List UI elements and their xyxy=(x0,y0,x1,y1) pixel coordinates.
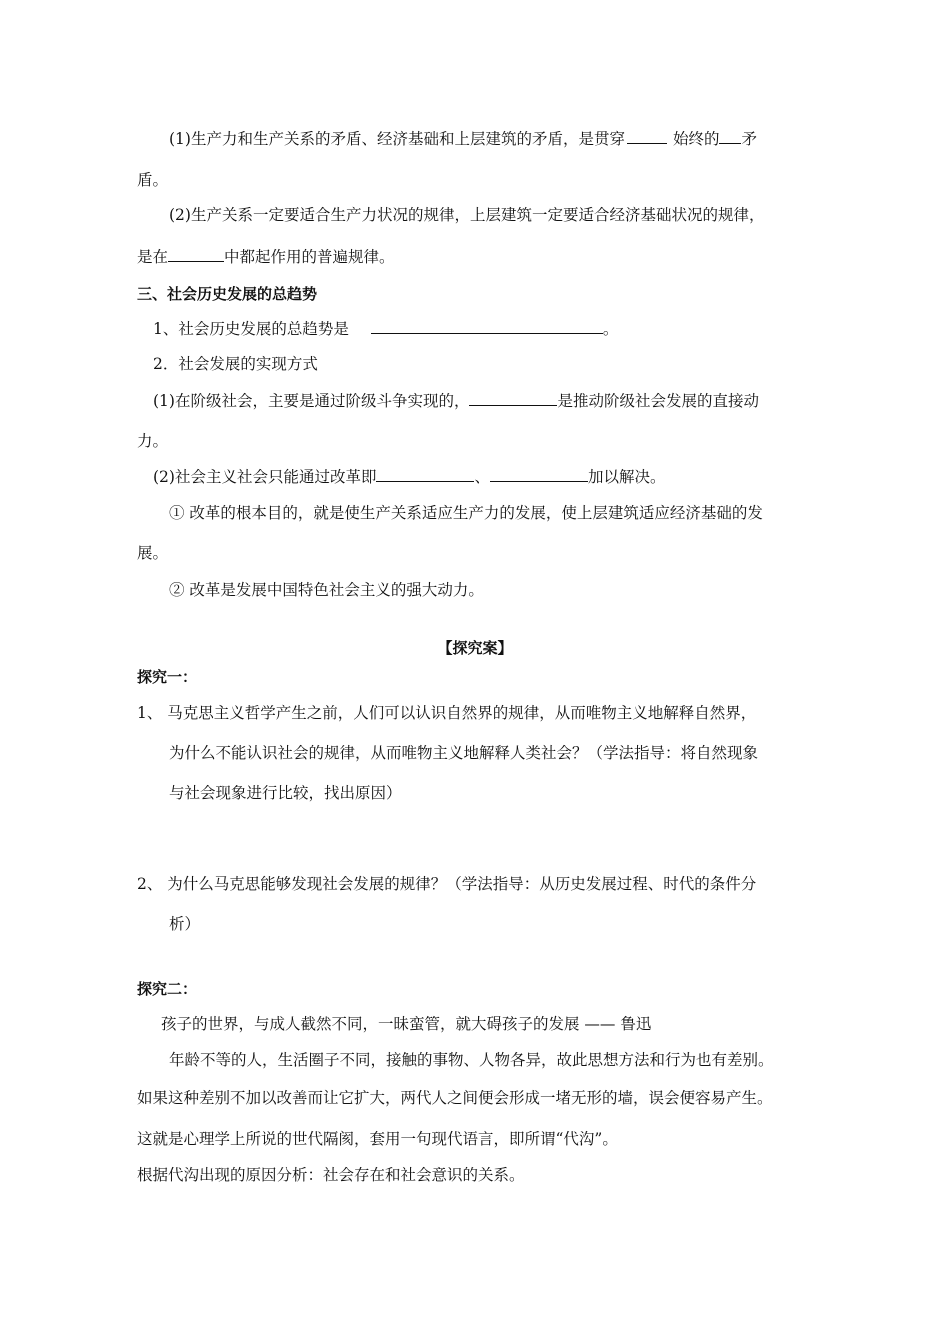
text: 中都起作用的普遍规律。 xyxy=(224,248,395,266)
question-2-1-line-1 xyxy=(153,390,759,411)
reform-point-2: ② 改革是发展中国特色社会主义的强大动力。 xyxy=(169,581,484,599)
text: (1)生产力和生产关系的矛盾、经济基础和上层建筑的矛盾，是贯穿 xyxy=(169,130,625,148)
text: 、 xyxy=(474,468,490,486)
explore-one-q2-line-1: 2、 为什么马克思能够发现社会发展的规律？（学法指导：从历史发展过程、时代的条件分 xyxy=(137,875,757,893)
section-heading: 三、社会历史发展的总趋势 xyxy=(137,285,318,303)
explore-one-q1-line-1: 1、 马克思主义哲学产生之前，人们可以认识自然界的规律，从而唯物主义地解释自然界， xyxy=(137,704,757,722)
question-1 xyxy=(153,318,618,339)
explore-two-heading: 探究二： xyxy=(137,980,198,998)
explore-one-q2-line-2: 析） xyxy=(169,915,201,933)
text: 。 xyxy=(602,320,619,338)
explore-two-paragraph-line-3: 这就是心理学上所说的世代隔阂，套用一句现代语言，即所谓“代沟”。 xyxy=(137,1130,618,1148)
law-item-1-line-2: 盾。 xyxy=(137,171,169,189)
fill-blank[interactable] xyxy=(371,318,603,334)
explore-two-paragraph-line-2: 如果这种差别不加以改善而让它扩大，两代人之间便会形成一堵无形的墙，误会便容易产生。 xyxy=(137,1089,773,1107)
law-item-2-line-2 xyxy=(137,246,395,267)
text: 矛 xyxy=(741,130,757,148)
fill-blank[interactable] xyxy=(719,128,741,144)
text: 是推动阶级社会发展的直接动 xyxy=(557,392,759,410)
explore-title: 【探究案】 xyxy=(437,639,513,657)
reform-point-1-line-2: 展。 xyxy=(137,544,169,562)
fill-blank[interactable] xyxy=(376,466,474,482)
explore-two-paragraph-line-1: 年龄不等的人，生活圈子不同，接触的事物、人物各异，故此思想方法和行为也有差别。 xyxy=(169,1051,774,1069)
fill-blank[interactable] xyxy=(168,246,224,262)
question-2: 2．社会发展的实现方式 xyxy=(153,355,318,373)
question-2-1-line-2: 力。 xyxy=(137,432,169,450)
text: 是在 xyxy=(137,248,169,266)
fill-blank[interactable] xyxy=(469,390,557,406)
reform-point-1-line-1: ① 改革的根本目的，就是使生产关系适应生产力的发展，使上层建筑适应经济基础的发 xyxy=(169,504,763,522)
explore-one-q1-line-3: 与社会现象进行比较，找出原因） xyxy=(169,784,402,802)
text: 1、社会历史发展的总趋势是 xyxy=(153,320,349,338)
law-item-1-line-1 xyxy=(169,128,757,149)
explore-two-analysis-prompt: 根据代沟出现的原因分析：社会存在和社会意识的关系。 xyxy=(137,1166,525,1184)
explore-two-quote: 孩子的世界，与成人截然不同，一昧蛮管，就大碍孩子的发展 —— 鲁迅 xyxy=(161,1015,652,1033)
explore-one-heading: 探究一： xyxy=(137,668,198,686)
explore-one-q1-line-2: 为什么不能认识社会的规律，从而唯物主义地解释人类社会？（学法指导：将自然现象 xyxy=(169,744,759,762)
text: (1)在阶级社会，主要是通过阶级斗争实现的， xyxy=(153,392,470,410)
text: 加以解决。 xyxy=(587,468,666,486)
text: 始终的 xyxy=(672,130,720,148)
question-2-2 xyxy=(153,466,666,487)
law-item-2-line-1: (2)生产关系一定要适合生产力状况的规律，上层建筑一定要适合经济基础状况的规律， xyxy=(169,206,765,224)
text: (2)社会主义社会只能通过改革即 xyxy=(153,468,377,486)
fill-blank[interactable] xyxy=(627,128,667,144)
fill-blank[interactable] xyxy=(490,466,588,482)
